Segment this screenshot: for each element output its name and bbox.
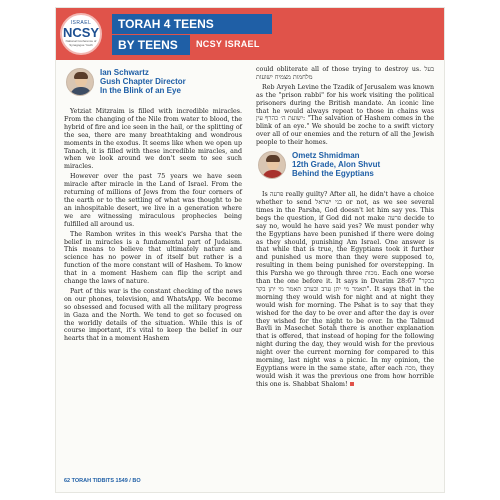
author-block-1 — [64, 66, 242, 106]
org-name: NCSY ISRAEL — [196, 39, 260, 49]
ncsy-logo — [60, 13, 102, 55]
author-photo-1 — [66, 68, 94, 96]
logo-top-text: ISRAEL — [70, 20, 92, 26]
page-footer: 62 TORAH TIDBITS 1549 / BO — [64, 478, 141, 484]
article-title-2: Behind the Egyptians — [292, 169, 374, 179]
right-paragraph: could obliterate all of those trying to destroy us. בעל מלחמות מצמיח ישועות — [256, 66, 434, 81]
author-role-1: Gush Chapter Director — [100, 77, 186, 86]
author-name-1: Ian Schwartz — [100, 68, 149, 77]
author-role-2: 12th Grade, Alon Shvut — [292, 160, 381, 170]
section-title-line1: TORAH 4 TEENS — [112, 14, 272, 34]
page-header — [56, 8, 444, 60]
author-block-2 — [256, 149, 434, 189]
author-byline-1 — [100, 68, 186, 95]
logo-main-text: NCSY — [62, 25, 100, 40]
left-paragraph: Part of this war is the constant checking of the news on our phones, television, and WhatsApp. We become so obsessed and focused with all the military progress in Gaza and the North. We tend to get so focused on the worldly details of the situation. While this is of course important, it's vital to keep the belief in our hearts that in a moment Hashem — [64, 287, 242, 343]
section-title-line2: BY TEENS — [112, 35, 190, 55]
right-paragraph: Reb Aryeh Levine the Tzadik of Jerusalem was known as the "prison rabbi" for his work visiting the political prisoners during the British mandate. An iconic line that he would always repeat to those in chains was ישועת ה׳ כהרף עין: "The salvation of Hashem comes in the blink of an eye." We should be zoche to a swift victory over all of our enemies and the return of all the Jewish people to their homes. — [256, 83, 434, 147]
left-paragraph: The Rambon writes in this week's Parsha that the belief in miracles is a fundamental part of Judaism. This means to believe that ultimately nature and science has no power in of itself but rather is a function of the more constant will of Hashem. To know that in a moment Hashem can flip the script and change the laws of nature. — [64, 230, 242, 286]
right-paragraph — [256, 191, 434, 389]
article-title-1: In the Blink of an Eye — [100, 86, 181, 95]
left-column — [64, 66, 242, 345]
left-paragraph: However over the past 75 years we have seen miracle after miracle in the Land of Israel. From the returning of millions of Jews from the four corners of the earth or to the settling of what was thought to be an inhospitable desert, we live in a generation where we are witnessing miraculous prophecies being fulfilled all around us. — [64, 173, 242, 228]
end-mark-icon — [350, 382, 354, 386]
left-paragraph: Yetziat Mitzraim is filled with incredible miracles. From the changing of the Nile from water to blood, the hybrid of fire and ice seen in the hail, or the splitting of the sea, there are many breathtaking and wondrous moments in the exodus. It seems like when we open up Tanach, it is filled with these incredible miracles, and when we look around we don't seem to see such miracles. — [64, 108, 242, 171]
author-photo-2 — [258, 151, 286, 179]
magazine-page — [56, 8, 444, 492]
author-byline-2 — [292, 151, 380, 178]
right-paragraph-text: Is פרעה really guilty? After all, he didn't have a choice whether to send בני ישראל or not, as we see several times in the Parsha, God doesn't let him say yes. This begs the question, if God did not make פרעה decide to say no, would he have said yes? We must ponder why the Egyptians have been punished if there were doing as they should, punishing Am Israel. One answer is that while that is true, the Egyptians took it further and punished us more than they were supposed to, resulting in them being punished for overstepping. In this Parsha we go through three מכות. Each one worse than the one before it. It says in Dvarim 28:67 "בבקר תאמר מי יתן ערב ובערב תאמר מי יתן בקר". It says that in the morning they would wish for night and at night they would wish for morning. The Pshat is to say that they wished for the day to be over and after the day is over they wished for the night to be over. In the Talmud Bavli in Masechet Sotah there is another explanation that is offered, that instead of hoping for the following night during the day, they would wish for the previous night over the current morning for compared to this morning, last night was a picnic. In my opinion, the Egyptians were in the same state, after each מכה, they would wish it was the previous one from how horrible this one is. Shabbat Shalom! — [256, 191, 435, 388]
author-name-2: Ometz Shmidman — [292, 151, 360, 161]
logo-sub-text: National Conference of Synagogue Youth — [65, 39, 97, 47]
right-column — [256, 66, 434, 391]
